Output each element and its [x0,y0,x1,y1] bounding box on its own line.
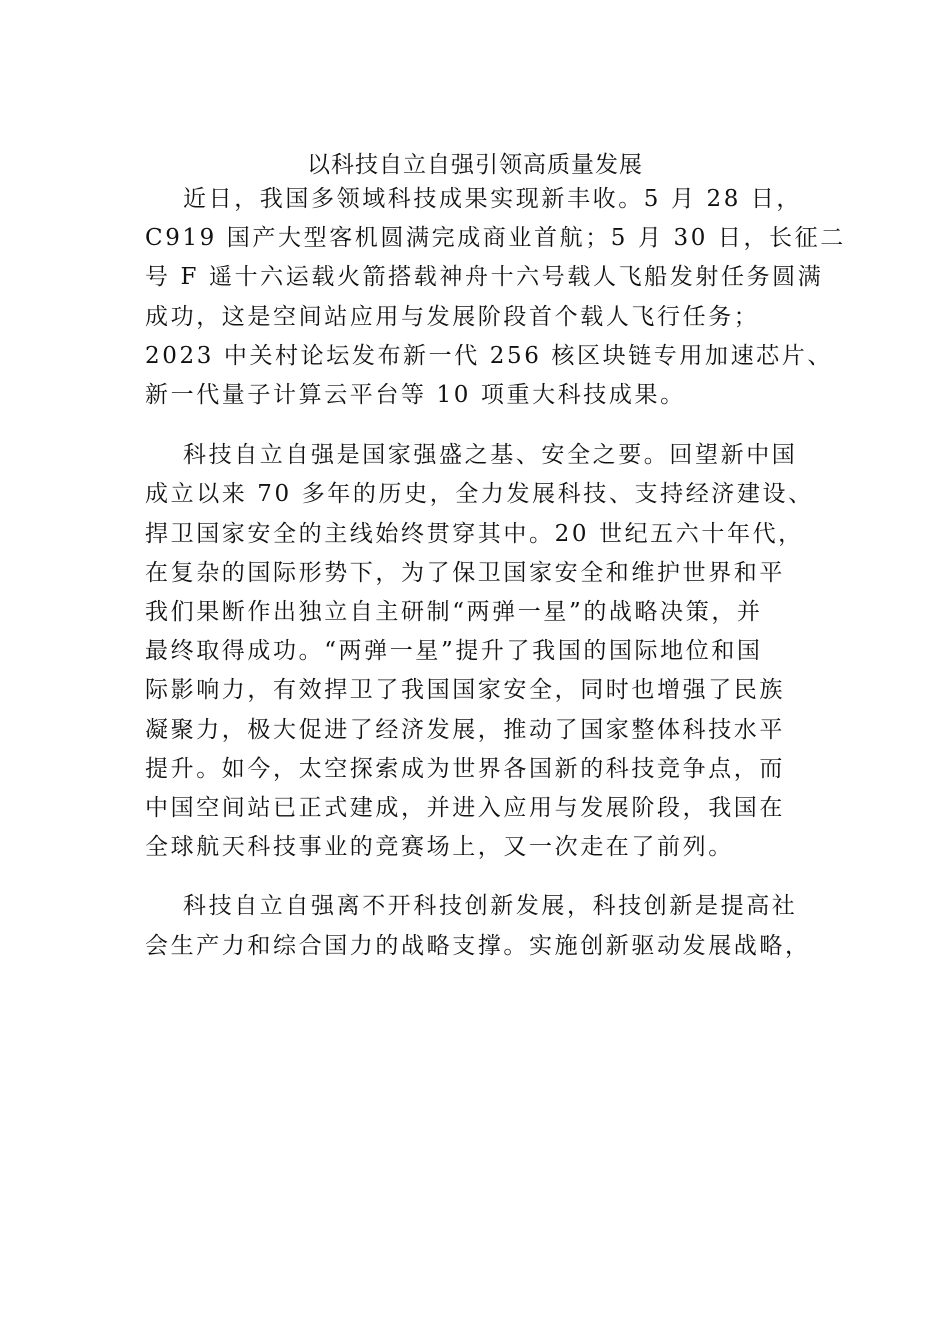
paragraph-line: 捍卫国家安全的主线始终贯穿其中。20 世纪五六十年代， [145,520,804,547]
paragraph-line: 凝聚力，极大促进了经济发展，推动了国家整体科技水平 [145,716,785,743]
paragraph-line: 科技自立自强离不开科技创新发展，科技创新是提高社 [183,893,798,920]
paragraph-line: 2023 中关村论坛发布新一代 256 核区块链专用加速芯片、 [145,342,833,369]
paragraph-line: 科技自立自强是国家强盛之基、安全之要。回望新中国 [183,442,798,469]
paragraph-2 [145,436,815,867]
paragraph-line: 会生产力和综合国力的战略支撑。实施创新驱动发展战略， [145,932,811,959]
paragraph-line: 新一代量子计算云平台等 10 项重大科技成果。 [145,382,686,409]
paragraph-line: 近日，我国多领域科技成果实现新丰收。5 月 28 日， [183,186,803,212]
document-title: 以科技自立自强引领高质量发展 [307,152,643,178]
paragraph-line: 在复杂的国际形势下，为了保卫国家安全和维护世界和平 [145,559,785,586]
paragraph-line: 成立以来 70 多年的历史，全力发展科技、支持经济建设、 [145,481,814,508]
paragraph-line: C919 国产大型客机圆满完成商业首航；5 月 30 日，长征二 [145,225,846,252]
paragraph-1 [145,180,846,415]
paragraph-line: 提升。如今，太空探索成为世界各国新的科技竞争点，而 [145,755,785,782]
paragraph-3 [145,887,815,965]
paragraph-line: 全球航天科技事业的竞赛场上，又一次走在了前列。 [145,834,734,861]
paragraph-line: 际影响力，有效捍卫了我国国家安全，同时也增强了民族 [145,677,785,704]
paragraph-line: 我们果断作出独立自主研制“两弹一星”的战略决策，并 [145,599,763,626]
paragraph-line: 号 F 遥十六运载火箭搭载神舟十六号载人飞船发射任务圆满 [145,264,824,291]
paragraph-line: 中国空间站已正式建成，并进入应用与发展阶段，我国在 [145,795,785,822]
document-body [145,180,846,966]
paragraph-line: 成功，这是空间站应用与发展阶段首个载人飞行任务； [145,303,760,330]
paragraph-line: 最终取得成功。“两弹一星”提升了我国的国际地位和国 [145,638,763,665]
